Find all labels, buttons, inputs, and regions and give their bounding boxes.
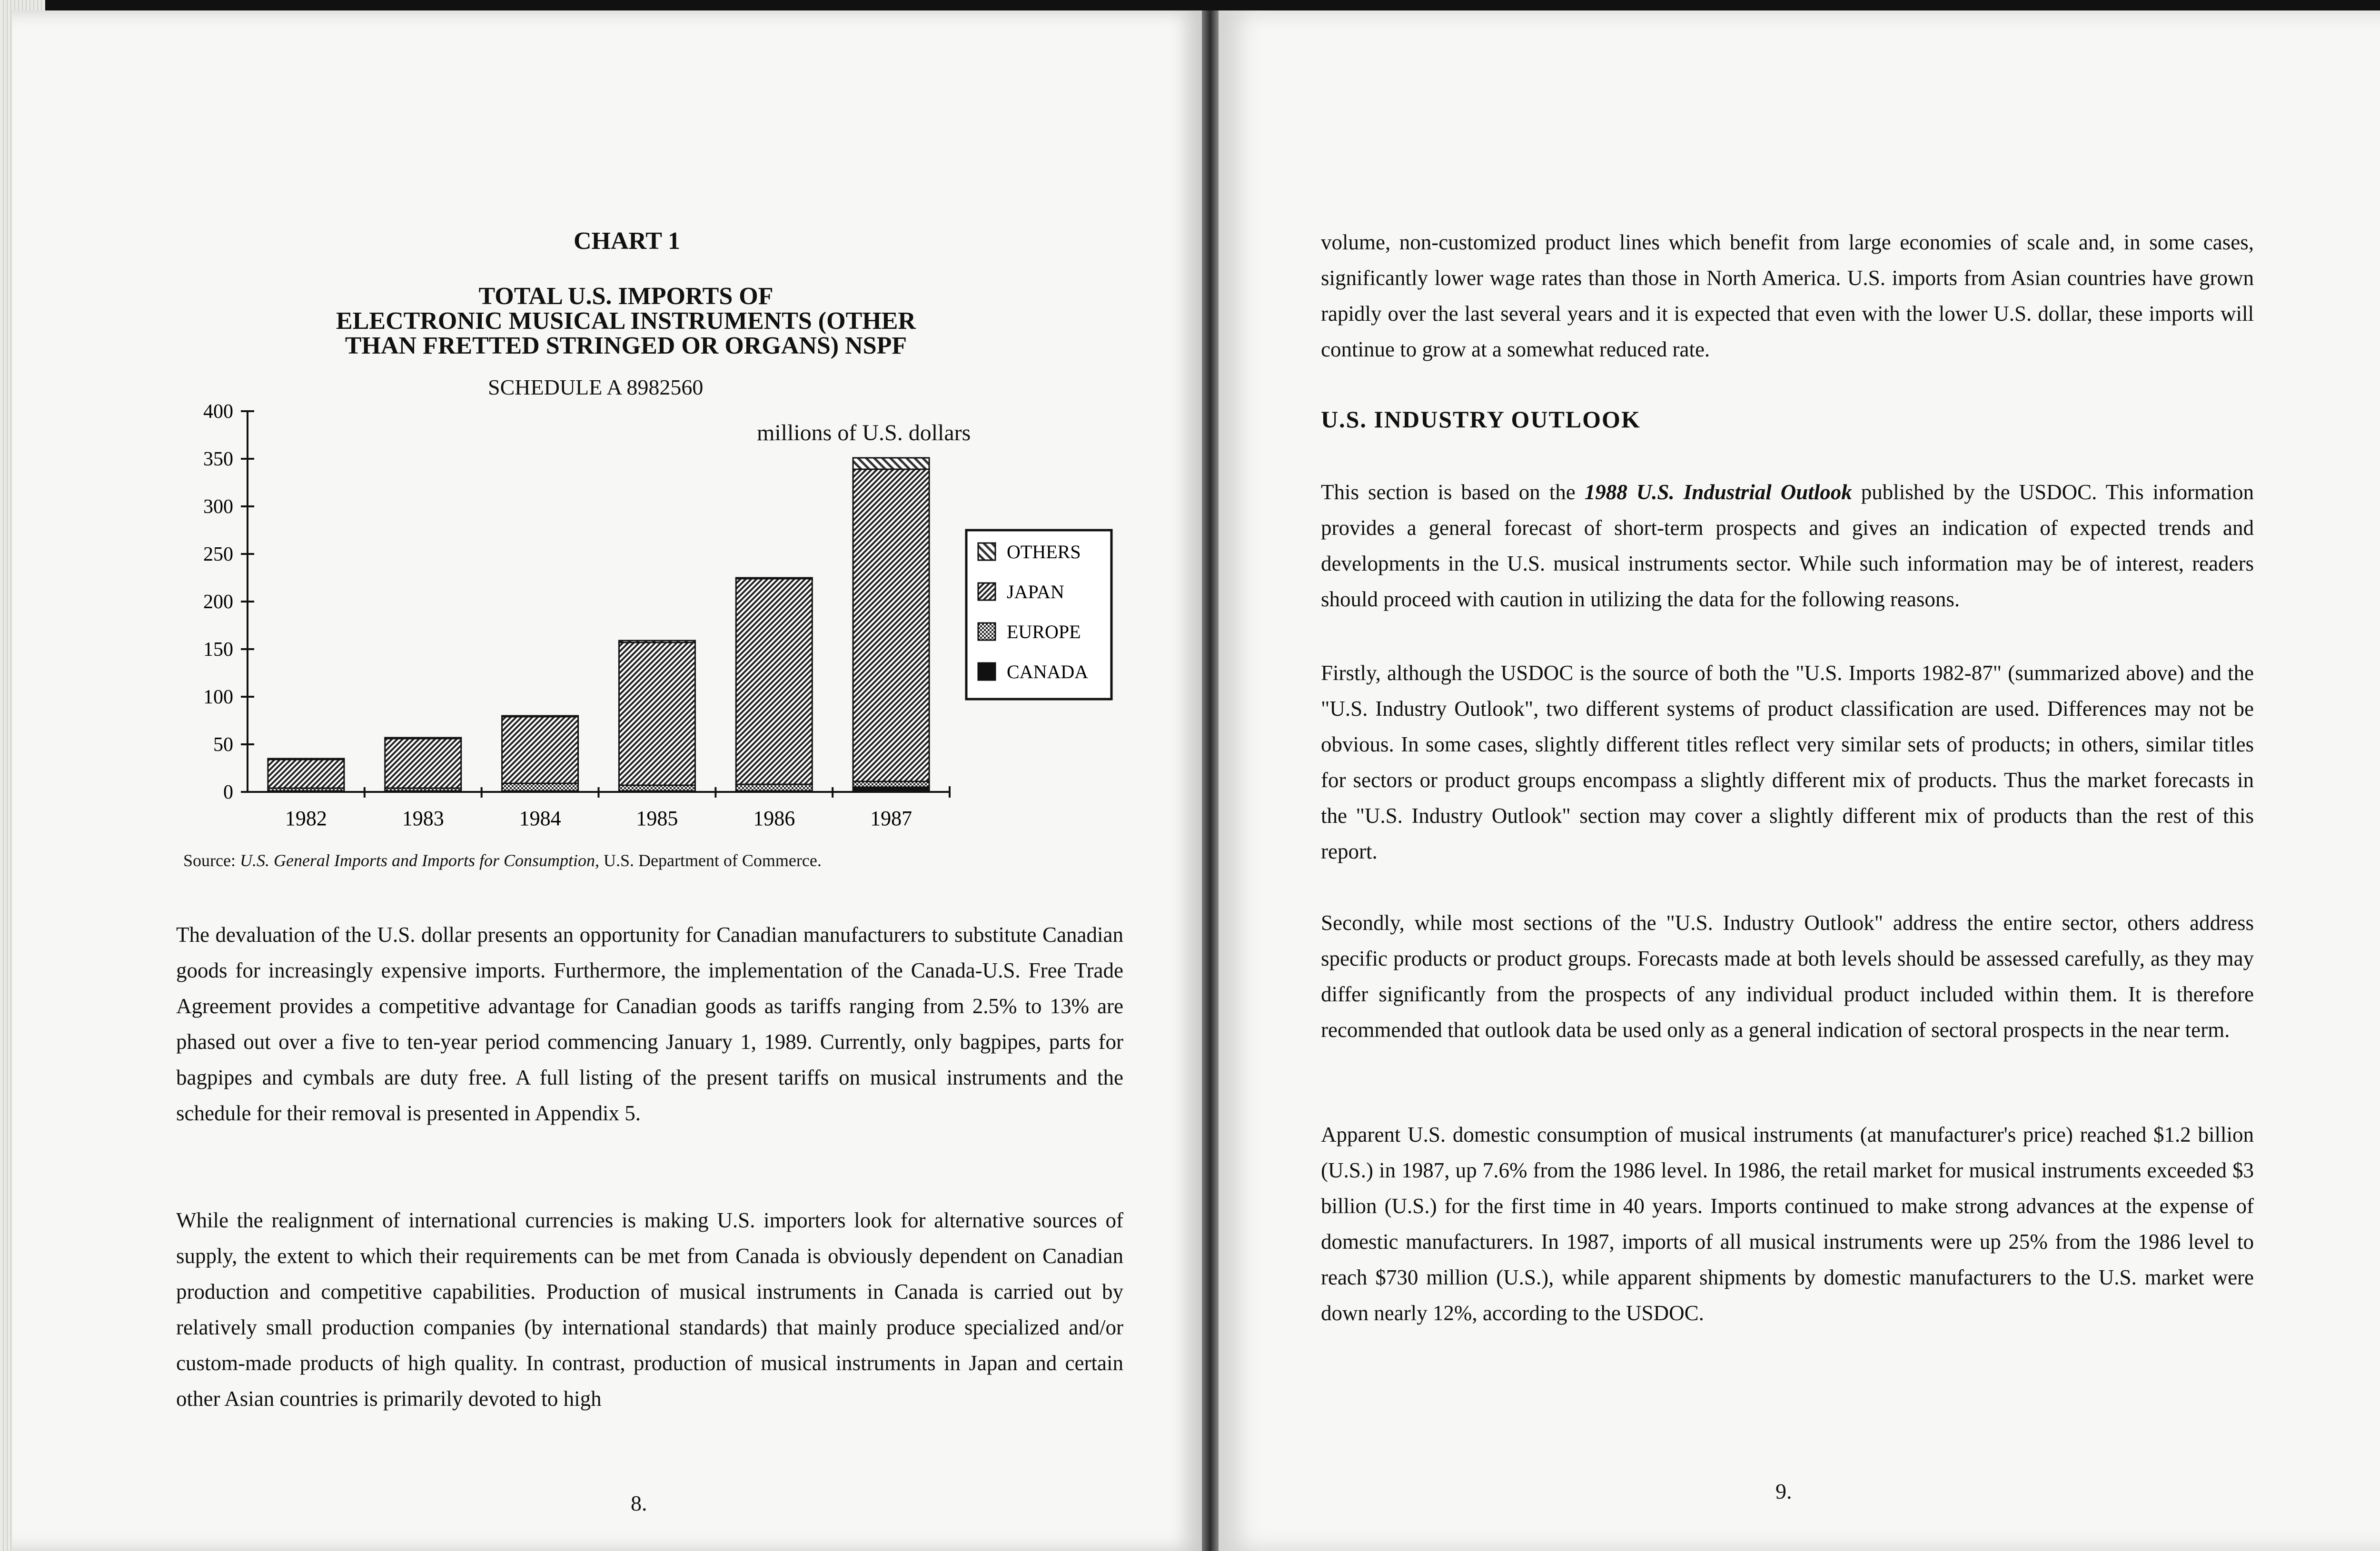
paragraph-text: Firstly, although the USDOC is the source of both the "U.S. Imports 1982-87" (summarized above) and the "U.S. Industry Outlook", two different systems of product classification are used. Differences may not be obvious. In some cases, slightly different titles reflect very similar sets of products; in others, similar titles for sectors or product groups encompass a slightly different mix of products. Thus the market forecasts in the "U.S. Industry Outlook" section may cover a slightly different mix of products than the rest of this report. [1321, 661, 2254, 863]
page-number: 9. [1775, 1479, 1792, 1503]
legend-swatch-canada [978, 663, 995, 680]
paragraph [176, 1203, 1123, 1417]
schedule-label: SCHEDULE A 8982560 [488, 375, 704, 399]
paragraph [1321, 655, 2254, 869]
paragraph-text: Secondly, while most sections of the "U.S. Industry Outlook" address the entire sector, others address specific products or product groups. Forecasts made at both levels should be assessed carefully, as they may differ significantly from the prospects of any individual product included within them. It is therefore recommended that outlook data be used only as a general indication of sectoral prospects in the near term. [1321, 911, 2254, 1042]
bar-segment-japan [619, 642, 695, 785]
paragraph-text: While the realignment of international currencies is making U.S. importers look for alternative sources of supply, the extent to which their requirements can be met from Canada is obviously dependent on Canadian production and competitive capabilities. Production of musical instruments in Canada is carried out by relatively small production companies (by international standards) that mainly produce specialized and/or custom-made products of high quality. In contrast, production of musical instruments in Japan and certain other Asian countries is primarily devoted to high [176, 1208, 1123, 1411]
y-tick-label: 50 [213, 734, 233, 756]
y-tick-label: 300 [203, 496, 233, 518]
bar-segment-japan [268, 760, 344, 788]
right-page [1219, 10, 2380, 1551]
y-tick-label: 350 [203, 448, 233, 470]
bar-segment-others [385, 738, 461, 739]
x-tick-label: 1986 [753, 807, 795, 830]
bar-segment-europe [619, 785, 695, 791]
paragraph-text: The devaluation of the U.S. dollar presents an opportunity for Canadian manufacturers to substitute Canadian goods for increasingly expensive imports. Furthermore, the implementation of the Canada-U.S. Free Trade Agreement provides a competitive advantage for Canadian goods as tariffs ranging from 2.5% to 13% are phased out over a five to ten-year period commencing January 1, 1989. Currently, only bagpipes, parts for bagpipes and cymbals are duty free. A full listing of the present tariffs on musical instruments and the schedule for their removal is presented in Appendix 5. [176, 923, 1123, 1125]
page-number: 8. [631, 1491, 647, 1515]
bar-segment-japan [736, 579, 812, 784]
bar-segment-japan [853, 469, 929, 781]
paragraph-text: Apparent U.S. domestic consumption of musical instruments (at manufacturer's price) reached $1.2 billion (U.S.) in 1987, up 7.6% from the 1986 level. In 1986, the retail market for musical instruments exceeded $3 billion (U.S.) for the first time in 40 years. Imports continued to make strong advances at the expense of domestic manufacturers. In 1987, imports of all musical instruments were up 25% from the 1986 level to reach $730 million (U.S.), while apparent shipments by domestic manufacturers to the U.S. market were down nearly 12%, according to the USDOC. [1321, 1123, 2254, 1325]
paragraph [1321, 1117, 2254, 1331]
section-heading: U.S. INDUSTRY OUTLOOK [1321, 406, 1641, 433]
y-tick-label: 200 [203, 591, 233, 613]
book-gutter [1202, 10, 1219, 1551]
x-tick-label: 1983 [402, 807, 444, 830]
bar-segment-others [736, 578, 812, 579]
left-page [12, 10, 1202, 1551]
publication-title: 1988 U.S. Industrial Outlook [1584, 480, 1852, 504]
chart-title [293, 284, 959, 358]
chart-heading: CHART 1 [574, 227, 681, 255]
x-tick-label: 1987 [870, 807, 912, 830]
chart-title-line: THAN FRETTED STRINGED OR ORGANS) NSPF [345, 332, 907, 359]
x-tick-label: 1984 [519, 807, 561, 830]
bar-segment-others [502, 716, 578, 717]
chart-title-line: TOTAL U.S. IMPORTS OF [478, 283, 774, 310]
source-title: U.S. General Imports and Imports for Consumption, [239, 851, 599, 870]
legend-label: OTHERS [1007, 541, 1081, 563]
x-tick-label: 1982 [285, 807, 327, 830]
legend-swatch-europe [978, 623, 995, 640]
paragraph [1321, 474, 2254, 617]
bar-segment-europe [736, 784, 812, 791]
paragraph [1321, 225, 2254, 367]
paragraph-text [1321, 474, 2254, 617]
chart-unit-label: millions of U.S. dollars [757, 420, 971, 445]
stacked-bar-chart [169, 401, 1145, 848]
legend-label: JAPAN [1007, 581, 1064, 603]
text-run: published by the USDOC. This information provides a general forecast of short-term prospects and gives an indication of expected trends and developments in the U.S. musical instruments sector. While such information may be of interest, readers should proceed with caution in utilizing the data for the following reasons. [1321, 480, 2254, 611]
source-prefix: Source: [183, 851, 236, 870]
y-tick-label: 400 [203, 401, 233, 423]
legend-swatch-others [978, 543, 995, 560]
paragraph-text: volume, non-customized product lines which benefit from large economies of scale and, in some cases, significantly lower wage rates than those in North America. U.S. imports from Asian countries have grown rapidly over the last several years and it is expected that even with the lower U.S. dollar, these imports will continue to grow at a somewhat reduced rate. [1321, 230, 2254, 361]
y-tick-label: 0 [223, 781, 233, 803]
y-tick-label: 100 [203, 686, 233, 708]
legend-label: CANADA [1007, 661, 1089, 682]
y-tick-label: 250 [203, 543, 233, 565]
text-run: This section is based on the [1321, 480, 1576, 504]
source-publisher: U.S. Department of Commerce. [603, 851, 822, 870]
bar-segment-japan [385, 739, 461, 788]
x-tick-label: 1985 [636, 807, 678, 830]
bar-segment-europe [853, 781, 929, 787]
chart-title-line: ELECTRONIC MUSICAL INSTRUMENTS (OTHER [336, 307, 916, 335]
paragraph [176, 917, 1123, 1131]
bar-segment-others [853, 458, 929, 469]
legend-label: EUROPE [1007, 621, 1081, 642]
chart-source [183, 850, 822, 870]
bar-segment-japan [502, 717, 578, 783]
bar-segment-others [268, 759, 344, 760]
legend-swatch-japan [978, 583, 995, 600]
paragraph [1321, 905, 2254, 1048]
y-tick-label: 150 [203, 639, 233, 661]
bar-segment-europe [502, 783, 578, 791]
bar-segment-others [619, 641, 695, 642]
